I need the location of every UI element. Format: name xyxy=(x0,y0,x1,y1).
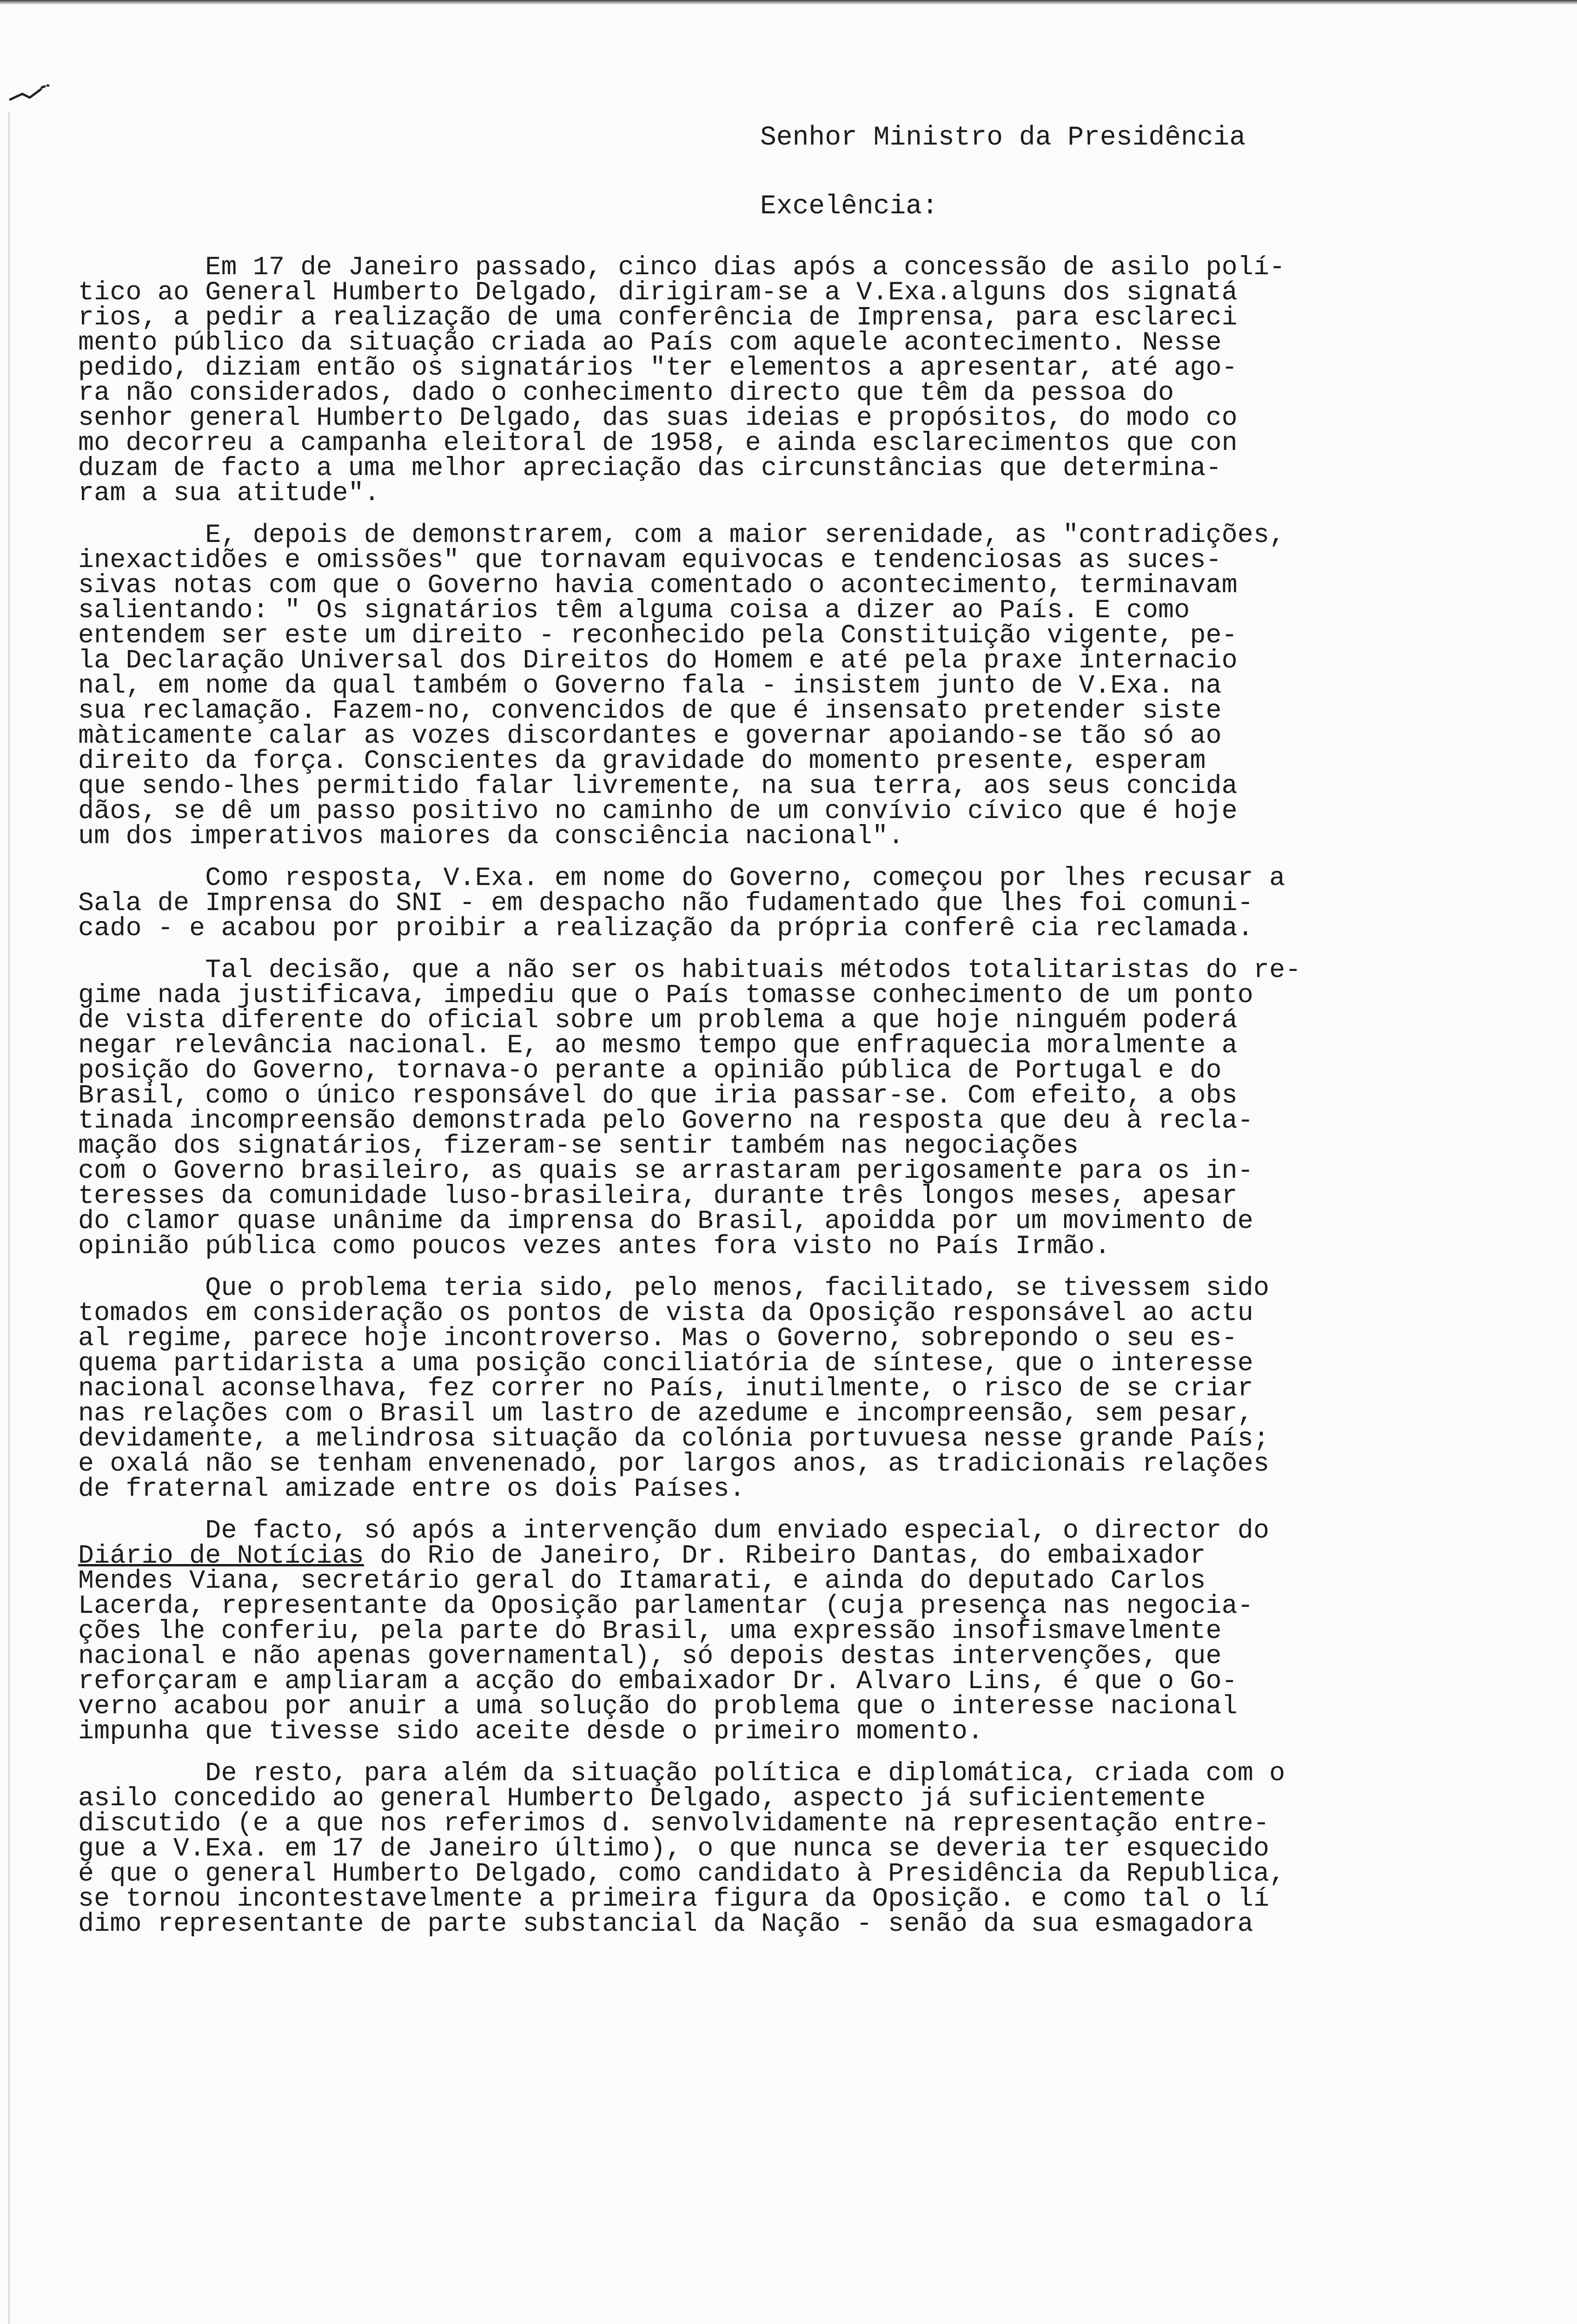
text-line: Sala de Imprensa do SNI - em despacho não fudamentado que lhes foi comuni- xyxy=(78,888,1253,918)
text-line: cado - e acabou por proibir a realização da própria conferê cia reclamada. xyxy=(78,913,1253,943)
text-line: impunha que tivesse sido aceite desde o primeiro momento. xyxy=(78,1717,984,1746)
text-line: Em 17 de Janeiro passado, cinco dias após a concessão de asilo polí- xyxy=(78,252,1285,282)
text-line: de vista diferente do oficial sobre um problema a que hoje ninguém poderá xyxy=(78,1005,1238,1035)
text-line: do clamor quase unânime da imprensa do Brasil, apoidda por um movimento de xyxy=(78,1206,1253,1236)
text-line: um dos imperativos maiores da consciência nacional". xyxy=(78,821,904,851)
text-line: dimo representante de parte substancial da Nação - senão da sua esmagadora xyxy=(78,1909,1253,1939)
text-line: tomados em consideração os pontos de vista da Oposição responsável ao actu xyxy=(78,1298,1253,1328)
text-line: asilo concedido ao general Humberto Delgado, aspecto já suficientemente xyxy=(78,1783,1206,1813)
text-line: sua reclamação. Fazem-no, convencidos de que é insensato pretender siste xyxy=(78,696,1222,726)
text-line: De facto, só após a intervenção dum enviado especial, o director do xyxy=(78,1516,1270,1545)
letter-body xyxy=(78,252,1473,1953)
text-line: salientando: " Os signatários têm alguma coisa a dizer ao País. E como xyxy=(78,595,1190,625)
text-line: sivas notas com que o Governo havia comentado o acontecimento, terminavam xyxy=(78,570,1238,600)
text-line: negar relevância nacional. E, ao mesmo tempo que enfraquecia moralmente a xyxy=(78,1030,1238,1060)
text-line: la Declaração Universal dos Direitos do Homem e até pela praxe internacio xyxy=(78,646,1238,675)
addressee: Senhor Ministro da Presidência xyxy=(760,123,1246,153)
paragraph xyxy=(78,865,1473,941)
paragraph xyxy=(78,1758,1473,1939)
text-line: opinião pública como poucos vezes antes fora visto no País Irmão. xyxy=(78,1231,1111,1261)
text-line: mação dos signatários, fizeram-se sentir também nas negociações xyxy=(78,1131,1079,1161)
text-line: Que o problema teria sido, pelo menos, facilitado, se tivessem sido xyxy=(78,1273,1270,1303)
text-line: é que o general Humberto Delgado, como candidato à Presidência da Republica, xyxy=(78,1859,1285,1888)
paragraph xyxy=(78,957,1473,1259)
text-line: al regime, parece hoje incontroverso. Mas o Governo, sobrepondo o seu es- xyxy=(78,1323,1238,1353)
text-line: rios, a pedir a realização de uma conferência de Imprensa, para esclareci xyxy=(78,303,1238,332)
text-line: entendem ser este um direito - reconhecido pela Constituição vigente, pe- xyxy=(78,621,1238,650)
text-line: teresses da comunidade luso-brasileira, durante três longos meses, apesar xyxy=(78,1181,1238,1211)
text-line: com o Governo brasileiro, as quais se arrastaram perigosamente para os in- xyxy=(78,1156,1253,1186)
newspaper-title: Diário de Notícias xyxy=(78,1541,364,1571)
paragraph xyxy=(78,1518,1473,1744)
text-line: ram a sua atitude". xyxy=(78,478,380,508)
text-line: mento público da situação criada ao País com aquele acontecimento. Nesse xyxy=(78,328,1222,357)
text-line: senhor general Humberto Delgado, das suas ideias e propósitos, do modo co xyxy=(78,403,1238,433)
text-line: mo decorreu a campanha eleitoral de 1958, e ainda esclarecimentos que con xyxy=(78,428,1238,458)
text-line: gime nada justificava, impediu que o País tomasse conhecimento de um ponto xyxy=(78,980,1253,1010)
text-line: De resto, para além da situação política e diplomática, criada com o xyxy=(78,1758,1285,1788)
text-line: pedido, diziam então os signatários "ter elementos a apresentar, até ago- xyxy=(78,353,1238,383)
text-line: Lacerda, representante da Oposição parlamentar (cuja presença nas negocia- xyxy=(78,1591,1253,1621)
text-line: màticamente calar as vozes discordantes e governar apoiando-se tão só ao xyxy=(78,721,1222,751)
text-line: direito da força. Conscientes da gravidade do momento presente, esperam xyxy=(78,746,1206,776)
text-line: Mendes Viana, secretário geral do Itamarati, e ainda do deputado Carlos xyxy=(78,1566,1206,1596)
text-line: dãos, se dê um passo positivo no caminho de um convívio cívico que é hoje xyxy=(78,796,1238,826)
paragraph xyxy=(78,252,1473,508)
text-line: quema partidarista a uma posição conciliatória de síntese, que o interesse xyxy=(78,1348,1253,1378)
text-line: nal, em nome da qual também o Governo fala - insistem junto de V.Exa. na xyxy=(78,671,1222,700)
greeting: Excelência: xyxy=(760,191,938,222)
pen-mark-icon xyxy=(8,84,60,112)
text-line: discutido (e a que nos referimos d. senvolvidamente na representação entre- xyxy=(78,1809,1270,1838)
text-line: que sendo-lhes permitido falar livremente, na sua terra, aos seus concida xyxy=(78,771,1238,801)
text-line: Brasil, como o único responsável do que iria passar-se. Com efeito, a obs xyxy=(78,1081,1238,1110)
paragraph xyxy=(78,1273,1473,1504)
text-line: E, depois de demonstrarem, com a maior serenidade, as "contradições, xyxy=(78,520,1285,550)
text-line: tico ao General Humberto Delgado, dirigiram-se a V.Exa.alguns dos signatá xyxy=(78,277,1238,307)
text-line: posição do Governo, tornava-o perante a opinião pública de Portugal e do xyxy=(78,1056,1222,1085)
text-line: ções lhe conferiu, pela parte do Brasil, uma expressão insofismavelmente xyxy=(78,1616,1222,1646)
text-line: nacional e não apenas governamental), só depois destas intervenções, que xyxy=(78,1641,1222,1671)
text-line: tinada incompreensão demonstrada pelo Governo na resposta que deu à recla- xyxy=(78,1106,1253,1136)
page-edge-shadow xyxy=(8,112,10,2324)
text-line: Diário de Notícias do Rio de Janeiro, Dr. Ribeiro Dantas, do embaixador xyxy=(78,1541,1206,1571)
text-line: inexactidões e omissões" que tornavam equivocas e tendenciosas as suces- xyxy=(78,545,1222,575)
text-line: nacional aconselhava, fez correr no País, inutilmente, o risco de se criar xyxy=(78,1373,1253,1403)
text-line: se tornou incontestavelmente a primeira figura da Oposição. e como tal o lí xyxy=(78,1884,1270,1914)
paragraph xyxy=(78,522,1473,849)
scan-top-edge xyxy=(0,0,1577,5)
text-line: Como resposta, V.Exa. em nome do Governo, começou por lhes recusar a xyxy=(78,863,1285,893)
text-line: Tal decisão, que a não ser os habituais métodos totalitaristas do re- xyxy=(78,955,1301,985)
text-line: de fraternal amizade entre os dois Países. xyxy=(78,1474,745,1504)
text-line: duzam de facto a uma melhor apreciação das circunstâncias que determina- xyxy=(78,453,1222,483)
text-line: nas relações com o Brasil um lastro de azedume e incompreensão, sem pesar, xyxy=(78,1399,1253,1428)
text-line: ra não considerados, dado o conhecimento directo que têm da pessoa do xyxy=(78,378,1174,408)
text-line: verno acabou por anuir a uma solução do problema que o interesse nacional xyxy=(78,1691,1238,1721)
text-line: e oxalá não se tenham envenenado, por largos anos, as tradicionais relações xyxy=(78,1449,1270,1479)
text-line: reforçaram e ampliaram a acção do embaixador Dr. Alvaro Lins, é que o Go- xyxy=(78,1666,1238,1696)
text-line: gue a V.Exa. em 17 de Janeiro último), o que nunca se deveria ter esquecido xyxy=(78,1834,1270,1863)
text-line: devidamente, a melindrosa situação da colónia portuvuesa nesse grande País; xyxy=(78,1424,1270,1453)
